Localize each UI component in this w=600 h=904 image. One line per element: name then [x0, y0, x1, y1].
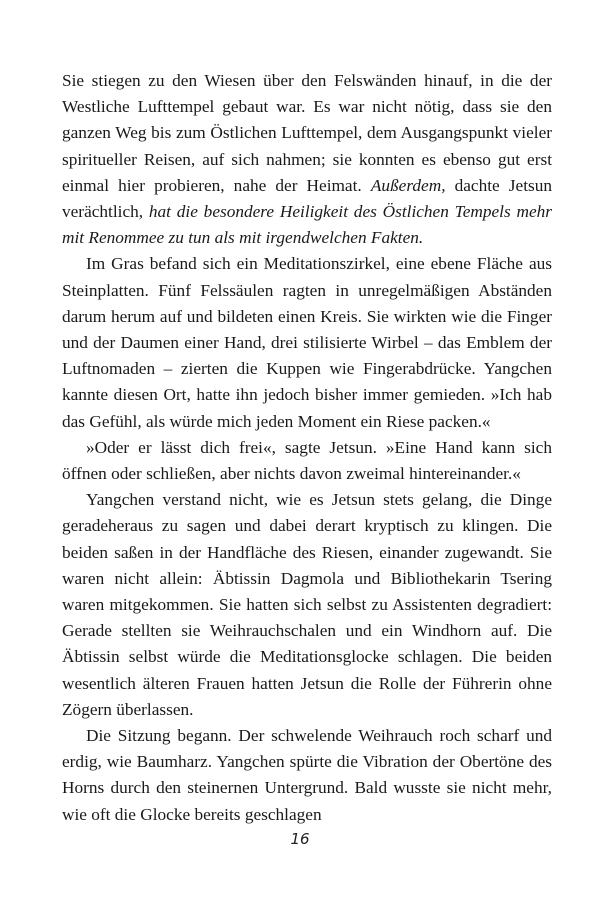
text-run: Yangchen verstand nicht, wie es Jetsun stets gelang, die Dinge geradeheraus zu sagen und dabei derart kryptisch zu klingen. Die beiden saßen in der Handfläche des Riesen, einander zugewandt. Sie waren nicht allein: Äbtissin Dagmola und Bibliothekarin Tsering waren mitgekommen. Sie hatten sich selbst zu Assistenten degradiert: Gerade stellten sie Weihrauchschalen und ein Windhorn auf. Die Äbtissin selbst würde die Meditationsglocke schlagen. Die beiden wesentlich älteren Frauen hatten Jetsun die Rolle der Führerin ohne Zögern überlassen.	[62, 490, 552, 719]
body-text	[62, 68, 552, 828]
italic-text-run: hat die besondere Heiligkeit des Östlichen Tempels mehr mit Renommee zu tun als mit irgendwelchen Fakten.	[62, 202, 552, 248]
text-run: Die Sitzung begann. Der schwelende Weihrauch roch scharf und erdig, wie Baumharz. Yangchen spürte die Vibration der Obertöne des Horns durch den steinernen Untergrund. Bald wusste sie nicht mehr, wie oft die Glocke bereits geschlagen	[62, 726, 552, 824]
paragraph	[62, 723, 552, 828]
text-run: Sie stiegen zu den Wiesen über den Felswänden hinauf, in die der Westliche Lufttempel gebaut war. Es war nicht nötig, dass sie den ganzen Weg bis zum Östlichen Lufttempel, dem Ausgangspunkt vieler spiritueller Reisen, auf sich nahmen; sie konnten es ebenso gut erst einmal hier probieren, nahe der Heimat.	[62, 71, 552, 195]
text-run: Im Gras befand sich ein Meditationszirkel, eine ebene Fläche aus Steinplatten. Fünf Felssäulen ragten in unregelmäßigen Abständen darum herum auf und bildeten einen Kreis. Sie wirkten wie die Finger und der Daumen einer Hand, drei stilisierte Wirbel – das Emblem der Luftnomaden – zierten die Kuppen wie Fingerabdrücke. Yangchen kannte diesen Ort, hatte ihn jedoch bisher immer gemieden. »Ich hab das Gefühl, als würde mich jeden Moment ein Riese packen.«	[62, 254, 552, 431]
page-number: 16	[290, 830, 310, 848]
text-run: dachte Jetsun verächtlich,	[62, 175, 552, 222]
paragraph	[62, 435, 552, 487]
paragraph	[62, 68, 552, 251]
paragraph	[62, 251, 552, 434]
italic-text-run: Außerdem,	[370, 175, 446, 195]
text-run: »Oder er lässt dich frei«, sagte Jetsun. »Eine Hand kann sich öffnen oder schließen, aber nichts davon zweimal hintereinander.«	[62, 437, 552, 484]
paragraph	[62, 487, 552, 723]
